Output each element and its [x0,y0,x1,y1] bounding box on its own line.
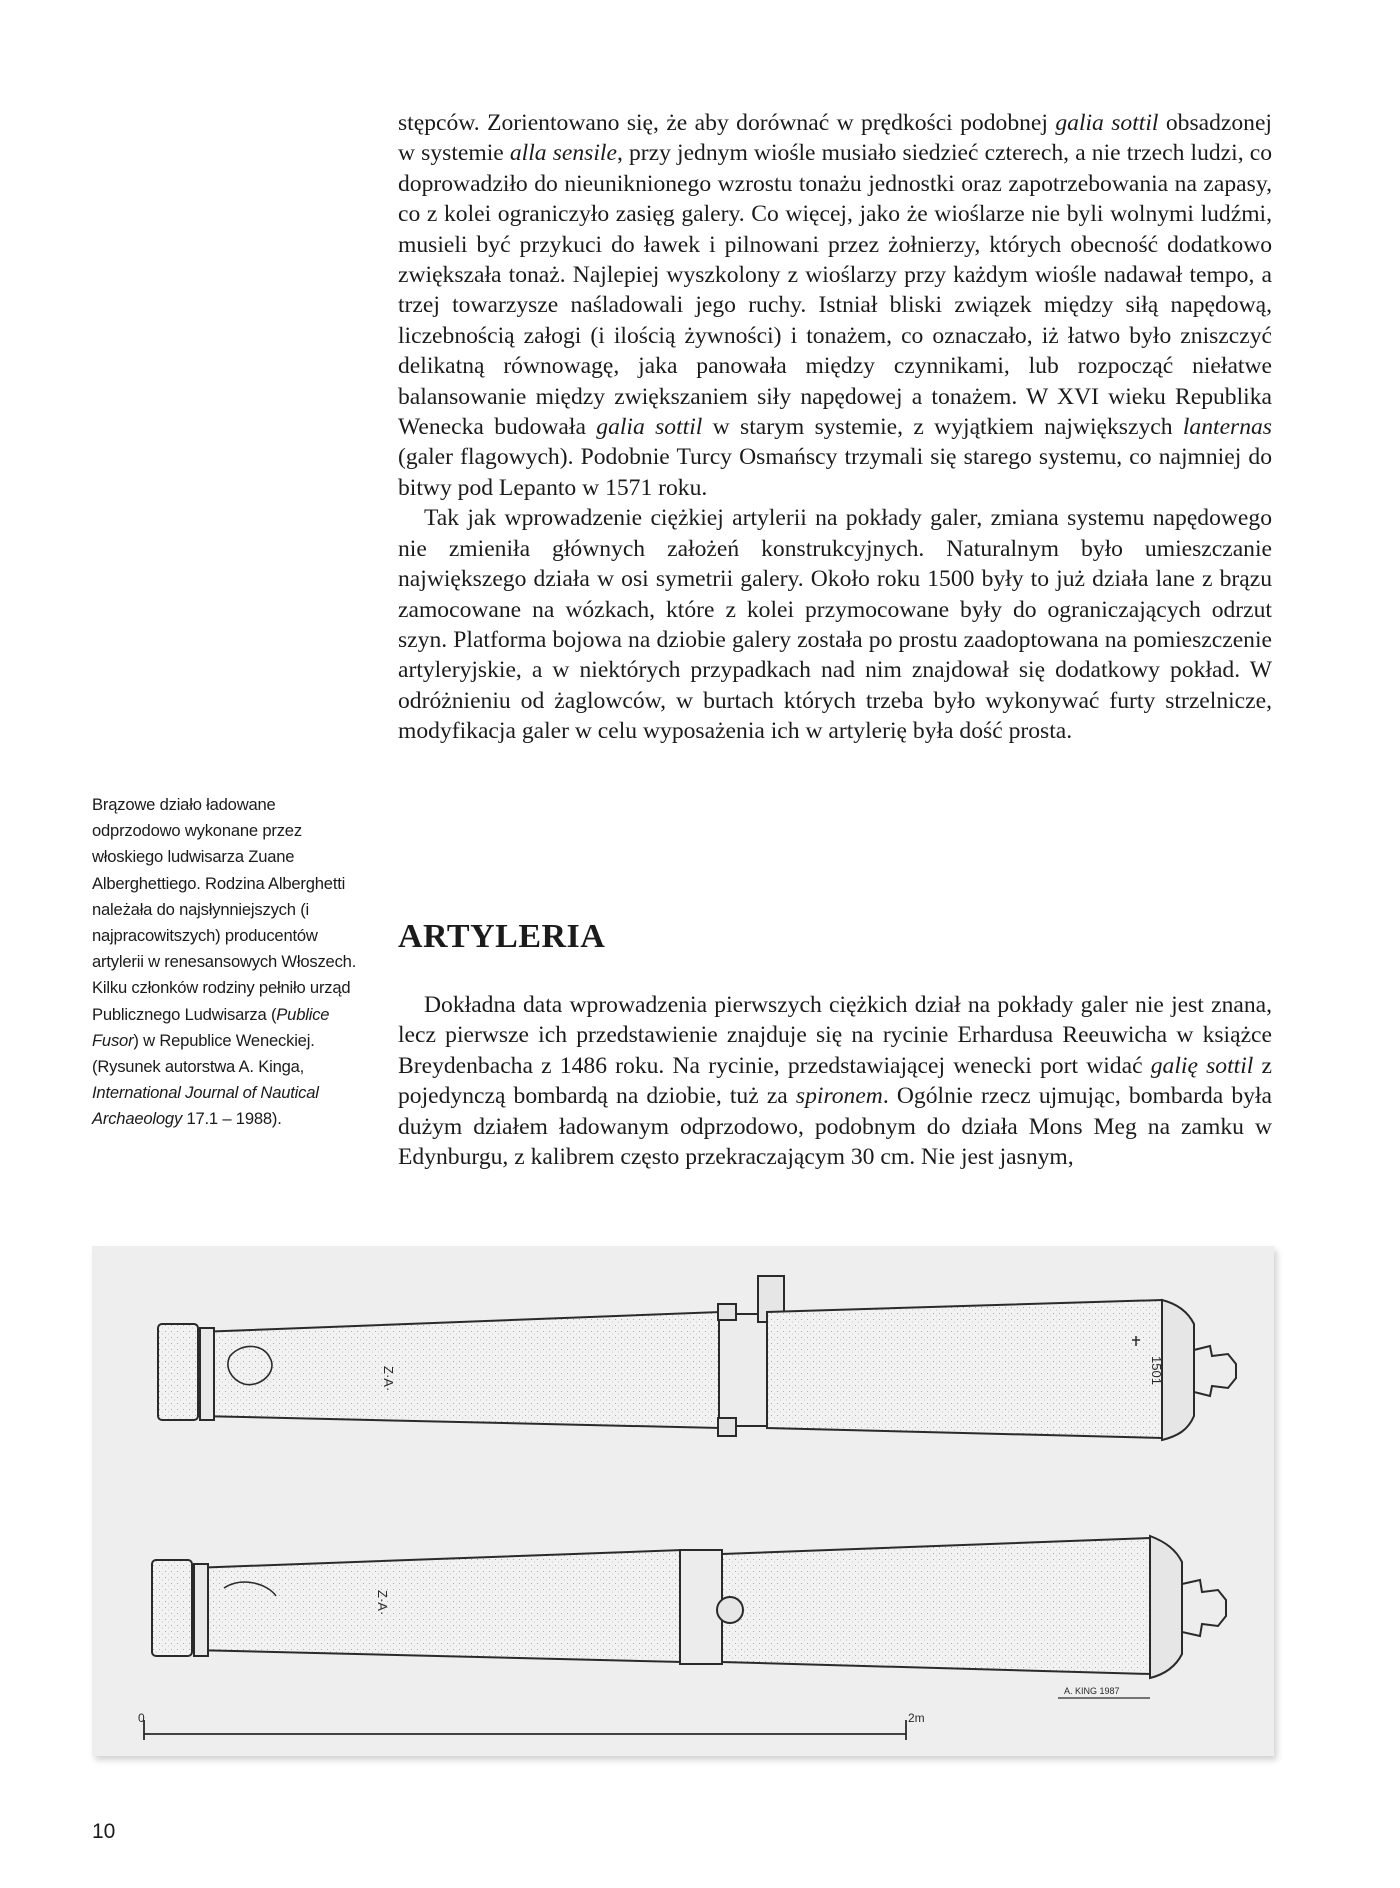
section-heading: ARTYLERIA [398,918,606,955]
italic-text: alla sensile [509,140,617,167]
barrel-date-mark: 1501 [1149,1356,1164,1385]
inscription-mark-lower: Z·A· [375,1590,390,1616]
section-text-column [398,990,1272,1172]
text-run: (galer flagowych). Podobnie Turcy Osmańscy trzymali się starego systemu, co najmniej do bitwy pod Lepanto w 1571 roku. [398,444,1272,501]
main-text-column [398,108,1272,747]
upper-cannon [158,1276,1236,1440]
italic-text: galia sottil [596,414,703,441]
italic-text: lanternas [1182,414,1272,441]
paragraph-3 [398,990,1272,1172]
page-number: 10 [92,1820,116,1843]
text-run: Tak jak wprowadzenie ciężkiej artylerii na pokłady galer, zmiana systemu napędowego nie zmieniła głównych założeń konstrukcyjnych. Naturalnym było umieszczanie największego działa w osi symetrii galery. Około roku 1500 były to już działa lane z brązu zamocowane na wózkach, które z kolei przymocowane były do ograniczających odrzut szyn. Platforma bojowa na dziobie galery została po prostu zaadoptowana na pomieszczenie artyleryjskie, a w niektórych przypadkach nad nim znajdował się dodatkowy pokład. W odróżnieniu od żaglowców, w burtach których trzeba było wykonywać furty strzelnicze, modyfikacja galer w celu wyposażenia ich w artylerię była dość prosta. [398,505,1272,745]
text-run: Brązowe działo ładowane odprzodowo wykonane przez włoskiego ludwisarza Zuane Alberghettiego. Rodzina Alberghetti należała do najsłynniejszych (i najpracowitszych) producentów artylerii w renesansowych Włoszech. Kilku członków rodziny pełniło urząd Publicznego Ludwisarza ( [92,795,357,1024]
text-run: z pojedynczą bombardą na dziobie, tuż za [398,1052,1272,1110]
text-run: ) w Republice Weneckiej. (Rysunek autorstwa A. Kinga, [92,1030,315,1077]
italic-text: galię sottil [1150,1052,1254,1079]
text-run: , przy jednym wiośle musiało siedzieć czterech, a nie trzech ludzi, co doprowadziło do nieuniknionego wzrostu tonażu jednostki oraz zapotrzebowania na zapasy, co z kolei ograniczyło zasięg galery. Co więcej, jako że wioślarze nie byli wolnymi ludźmi, musieli być przykuci do ławek i pilnowani przez żołnierzy, których obecność dodatkowo zwiększała tonaż. Najlepiej wyszkolony z wioślarzy przy każdym wiośle nadawał tempo, a trzej towarzysze naśladowali jego ruchy. Istniał bliski związek między siłą napędową, liczebnością załogi (i ilością żywności) i tonażem, co oznaczało, iż łatwo było zniszczyć delikatną równowagę, jaka panowała między czynnikami, lub rozpocząć niełatwe balansowanie między zwiększaniem siły napędowej a tonażem. W XVI wieku Republika Wenecka budowała [398,140,1272,441]
scale-bar [144,1720,906,1740]
cannon-drawing-figure [92,1246,1274,1756]
artist-signature: A. KING 1987 [1064,1686,1120,1696]
text-run: obsadzonej w systemie [398,110,1272,167]
scale-start-label: 0 [138,1711,145,1725]
text-run: stępców. Zorientowano się, że aby dorównać w prędkości podobnej [398,110,1056,136]
text-run: . Ogólnie rzecz ujmując, bombarda była dużym działem ładowanym odprzodowo, podobnym do działa Mons Meg na zamku w Edynburgu, z kalibrem często przekraczającym 30 cm. Nie jest jasnym, [398,1083,1272,1171]
figure-caption [92,792,362,1133]
scale-end-label: 2m [908,1711,925,1725]
paragraph-1 [398,108,1272,503]
text-run: Dokładna data wprowadzenia pierwszych ciężkich dział na pokłady galer nie jest znana, lecz pierwsze ich przedstawienie znajduje się na rycinie Erhardusa Reeuwicha w książce Breydenbacha z 1486 roku. Na rycinie, przedstawiającej wenecki port widać [398,992,1272,1079]
italic-text: International Journal of Nautical Archaeology [92,1083,319,1129]
italic-text: galia sottil [1055,110,1159,136]
lower-cannon [152,1536,1226,1678]
italic-text: Publice Fusor [92,1004,330,1050]
text-run: 17.1 – 1988). [182,1109,282,1129]
paragraph-2 [398,503,1272,746]
inscription-mark: Z·A· [381,1366,396,1392]
cannon-drawing [92,1246,1274,1756]
italic-text: spironem [795,1083,883,1110]
text-run: w starym systemie, z wyjątkiem największych [702,414,1183,441]
